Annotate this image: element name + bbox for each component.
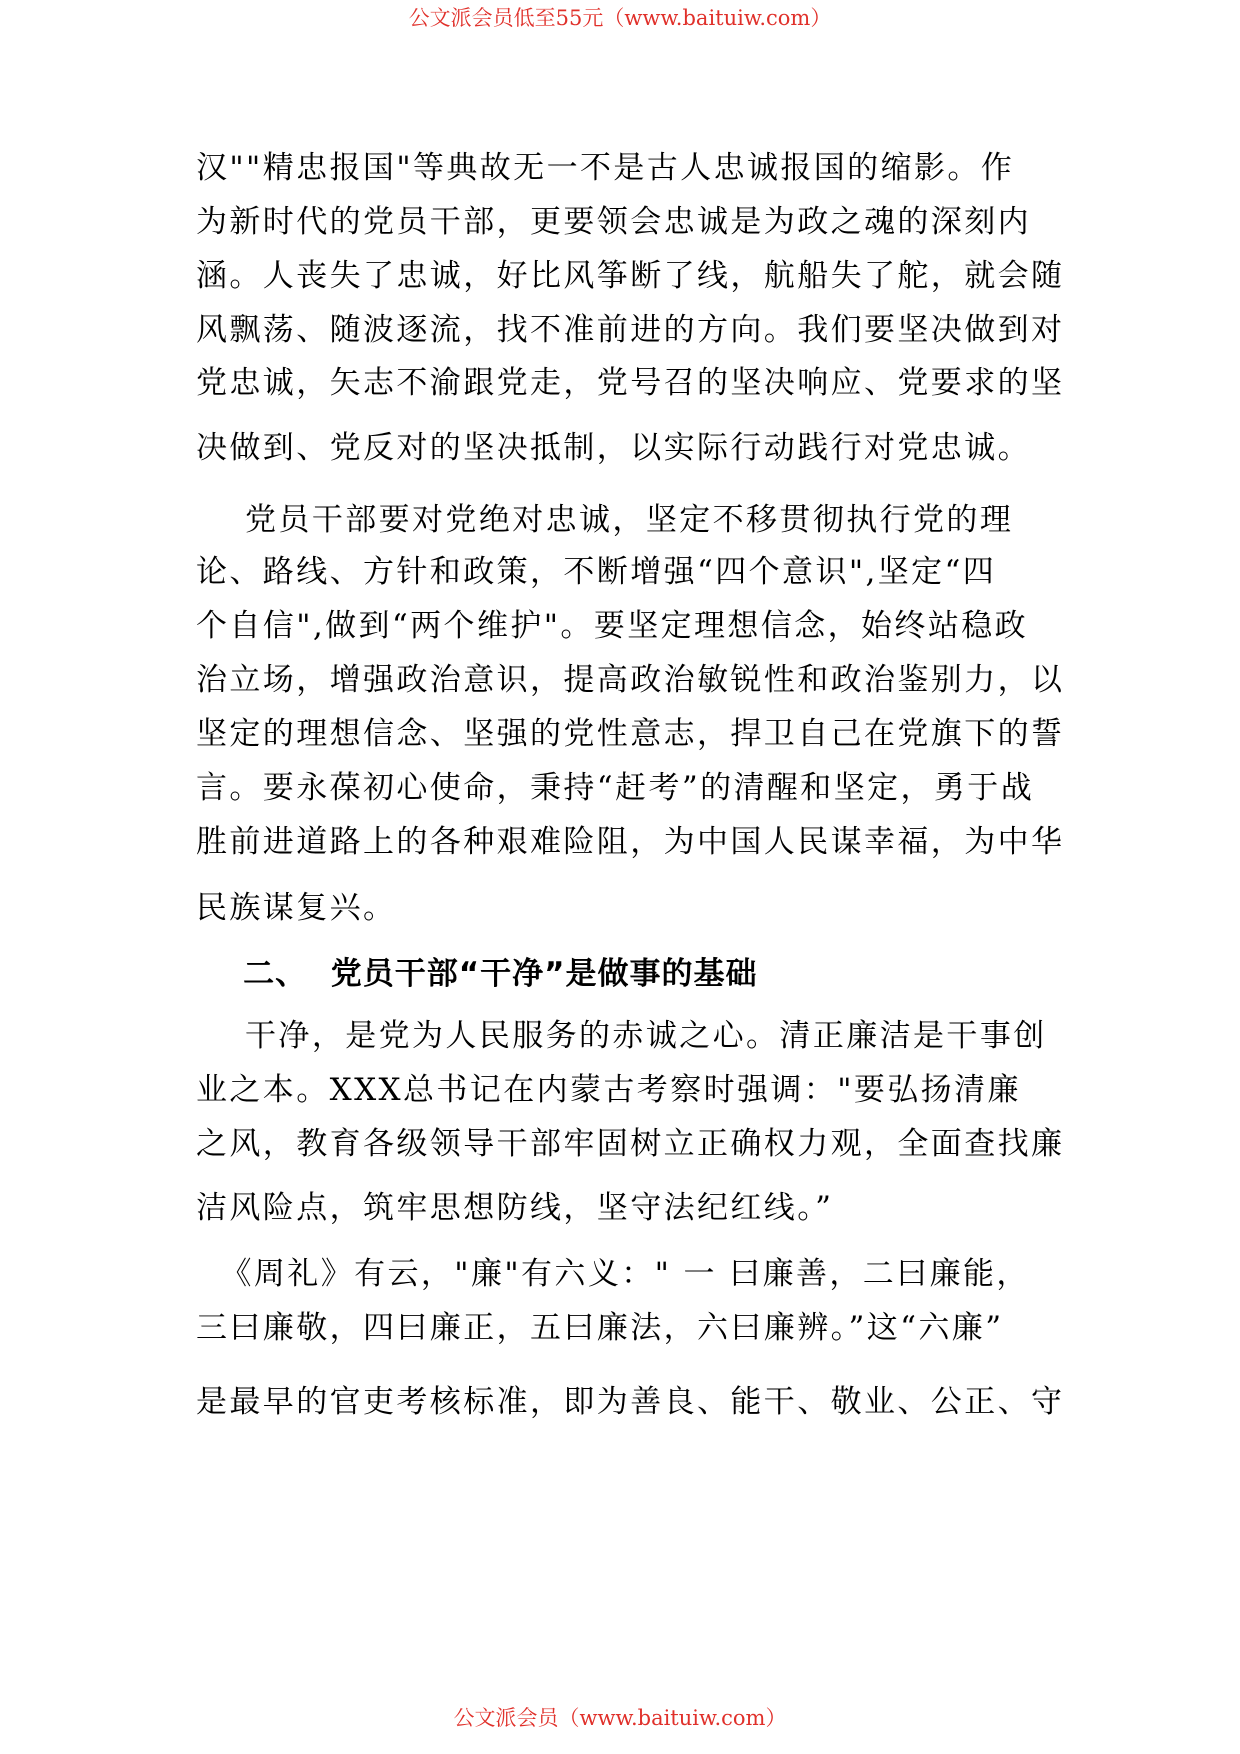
section-heading: 二、 党员干部“干净”是做事的基础 — [196, 956, 758, 992]
body-line: 论、路线、方针和政策，不断增强“四个意识",坚定“四 — [196, 554, 997, 590]
body-line: 涵。人丧失了忠诚，好比风筝断了线，航船失了舵，就会随 — [196, 258, 1065, 294]
body-line: 治立场，增强政治意识，提高政治敏锐性和政治鉴别力，以 — [196, 662, 1065, 698]
paragraph-start: 《周礼》有云，"廉"有六义：" 一 曰廉善，二曰廉能， — [196, 1256, 1030, 1292]
body-line: 之风，教育各级领导干部牢固树立正确权力观，全面查找廉 — [196, 1126, 1065, 1162]
page-header-watermark: 公文派会员低至55元（www.baituiw.com） — [408, 6, 832, 30]
body-line: 风飘荡、随波逐流，找不准前进的方向。我们要坚决做到对 — [196, 312, 1065, 348]
body-line: 言。要永葆初心使命，秉持“赶考”的清醒和坚定，勇于战 — [196, 770, 1035, 806]
body-line: 胜前进道路上的各种艰难险阻，为中国人民谋幸福，为中华 — [196, 824, 1065, 860]
paragraph-start: 干净，是党为人民服务的赤诚之心。清正廉洁是干事创 — [196, 1018, 1047, 1054]
body-line: 是最早的官吏考核标准，即为善良、能干、敬业、公正、守 — [196, 1384, 1065, 1420]
body-line: 业之本。XXX总书记在内蒙古考察时强调："要弘扬清廉 — [196, 1072, 1021, 1108]
page-footer-watermark: 公文派会员（www.baituiw.com） — [453, 1706, 787, 1730]
body-line: 民族谋复兴。 — [196, 890, 397, 926]
body-line: 洁风险点，筑牢思想防线，坚守法纪红线。” — [196, 1190, 834, 1226]
paragraph-start: 党员干部要对党绝对忠诚，坚定不移贯彻执行党的理 — [196, 502, 1014, 538]
body-line: 个自信",做到“两个维护"。要坚定理想信念，始终站稳政 — [196, 608, 1029, 644]
body-line: 汉""精忠报国"等典故无一不是古人忠诚报国的缩影。作 — [196, 150, 1015, 186]
body-line: 为新时代的党员干部，更要领会忠诚是为政之魂的深刻内 — [196, 204, 1031, 240]
body-line: 党忠诚，矢志不渝跟党走，党号召的坚决响应、党要求的坚 — [196, 365, 1065, 401]
body-line: 三曰廉敬，四曰廉正，五曰廉法，六曰廉辨。”这“六廉” — [196, 1310, 1004, 1346]
body-line: 决做到、党反对的坚决抵制，以实际行动践行对党忠诚。 — [196, 430, 1031, 466]
body-line: 坚定的理想信念、坚强的党性意志，捍卫自己在党旗下的誓 — [196, 716, 1065, 752]
